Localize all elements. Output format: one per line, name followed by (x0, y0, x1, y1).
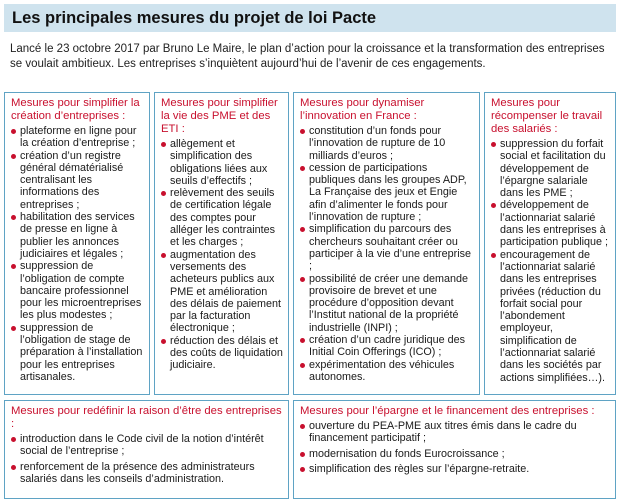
list-item-text: création d’un cadre juridique des Initial Coin Offerings (ICO) ; (309, 334, 466, 359)
bullet-dot-icon (11, 465, 16, 470)
list-item (11, 322, 144, 383)
list-item (300, 420, 610, 445)
list-item-text: possibilité de créer une demande provisoire de brevet et une procédure d’opposition devant l’Institut national de la propriété industrielle (INPI) ; (309, 272, 469, 334)
bullet-dot-icon (300, 129, 305, 134)
bullet-dot-icon (161, 339, 166, 344)
list-item (161, 138, 283, 187)
list-item-text: développement de l’actionnariat salarié dans les entreprises à participation publique ; (500, 199, 609, 249)
bullet-list (11, 433, 283, 485)
list-item-text: constitution d’un fonds pour l’innovation de rupture de 10 milliards d’euros ; (309, 125, 446, 162)
box-innovation (293, 92, 480, 395)
list-item (300, 448, 610, 460)
list-item (300, 223, 474, 272)
box-travail-salaries (484, 92, 616, 395)
box-title: Mesures pour dynamiser l’innovation en France : (300, 97, 425, 122)
list-item (300, 463, 610, 475)
list-item (161, 187, 283, 248)
bullet-dot-icon (161, 142, 166, 147)
title-bar (4, 4, 616, 32)
bullet-dot-icon (491, 142, 496, 147)
list-item (491, 199, 610, 248)
bullet-dot-icon (161, 191, 166, 196)
bullet-dot-icon (11, 437, 16, 442)
list-item-text: suppression de l’obligation de stage de préparation à l’installation pour les entreprises artisanales. (20, 321, 143, 383)
list-item (11, 260, 144, 321)
bullet-list (300, 420, 610, 475)
list-item-text: expérimentation des véhicules autonomes. (309, 358, 455, 383)
list-item (11, 125, 144, 150)
intro-paragraph: Lancé le 23 octobre 2017 par Bruno Le Maire, le plan d’action pour la croissance et la transformation des entreprises se voulait ambitieux. Les entreprises s’inquiètent aujourd’hui de l’avenir de ces engagements. (10, 43, 605, 70)
list-item-text: relèvement des seuils de certification légale des comptes pour alléger les contraintes et les charges ; (170, 187, 276, 249)
bullet-dot-icon (11, 326, 16, 331)
list-item-text: habilitation des services de presse en ligne à publier les annonces judiciaires et légales ; (20, 211, 135, 260)
list-item-text: encouragement de l’actionnariat salarié dans les entreprises privées (réduction du forfait social pour l’abondement employeur, simplification de l’actionnariat salarié dans les sociétés par actions simplifiées…). (500, 248, 606, 384)
bullet-dot-icon (11, 215, 16, 220)
box-epargne-financement (293, 400, 616, 499)
bullet-dot-icon (11, 264, 16, 269)
list-item-text: plateforme en ligne pour la création d’entreprise ; (20, 125, 137, 150)
bullet-dot-icon (300, 467, 305, 472)
bullet-dot-icon (300, 363, 305, 368)
list-item (161, 249, 283, 335)
list-item-text: cession de participations publiques dans les groupes ADP, La Française des jeux et Engie afin d’alimenter le fonds pour l’innovation de rupture ; (309, 161, 467, 224)
bullet-dot-icon (300, 338, 305, 343)
bullet-list (300, 125, 474, 383)
box-title: Mesures pour l’épargne et le financement des entreprises : (300, 405, 595, 417)
bullet-dot-icon (300, 452, 305, 457)
bullet-dot-icon (11, 154, 16, 159)
list-item (491, 138, 610, 199)
bullet-dot-icon (300, 424, 305, 429)
bullet-dot-icon (161, 253, 166, 258)
box-title: Mesures pour simplifier la création d’entreprises : (11, 97, 140, 122)
list-item-text: suppression de l’obligation de compte bancaire professionnel pour les microentreprises les plus modestes ; (20, 260, 142, 322)
list-item (11, 211, 144, 260)
list-item (11, 461, 283, 486)
list-item (161, 335, 283, 372)
list-item (11, 150, 144, 211)
list-item-text: réduction des délais et des coûts de liquidation judiciaire. (170, 334, 283, 372)
list-item (300, 273, 474, 334)
list-item-text: suppression du forfait social et facilitation du développement de l’épargne salariale dans les PME ; (500, 138, 606, 200)
bullet-dot-icon (300, 227, 305, 232)
bullet-dot-icon (300, 166, 305, 171)
list-item (300, 125, 474, 162)
list-item-text: simplification du parcours des chercheurs souhaitant créer ou participer à la vie d’une entreprise ; (309, 223, 472, 273)
bullet-dot-icon (491, 203, 496, 208)
list-item-text: introduction dans le Code civil de la notion d’intérêt social de l’entreprise ; (20, 433, 264, 458)
list-item (300, 334, 474, 359)
bullet-dot-icon (491, 253, 496, 258)
list-item-text: simplification des règles sur l’épargne-retraite. (309, 462, 530, 475)
bullet-dot-icon (300, 277, 305, 282)
bullet-dot-icon (11, 129, 16, 134)
box-pme-eti (154, 92, 289, 395)
box-raison-etre (4, 400, 289, 499)
box-title: Mesures pour récompenser le travail des salariés : (491, 97, 603, 135)
list-item (300, 359, 474, 384)
box-title: Mesures pour simplifier la vie des PME et des ETI : (161, 97, 278, 135)
page-title: Les principales mesures du projet de loi Pacte (12, 8, 377, 27)
list-item-text: modernisation du fonds Eurocroissance ; (309, 447, 505, 460)
list-item (491, 249, 610, 384)
list-item-text: renforcement de la présence des administrateurs salariés dans les conseils d’administration. (20, 460, 255, 485)
list-item-text: création d’un registre général dématérialisé centralisant les informations des entreprises ; (20, 149, 124, 211)
bullet-list (11, 125, 144, 383)
list-item-text: ouverture du PEA-PME aux titres émis dans le cadre du financement participatif ; (309, 420, 577, 445)
box-title: Mesures pour redéfinir la raison d’être des entreprises : (11, 405, 282, 430)
box-creation-entreprises (4, 92, 150, 395)
list-item (300, 162, 474, 223)
list-item-text: allègement et simplification des obligations liées aux seuils d’effectifs ; (170, 138, 268, 187)
list-item (11, 433, 283, 458)
list-item-text: augmentation des versements des acheteurs publics aux PME et amélioration des délais de paiement par la facturation électronique ; (170, 248, 282, 335)
bullet-list (161, 138, 283, 372)
bullet-list (491, 138, 610, 384)
